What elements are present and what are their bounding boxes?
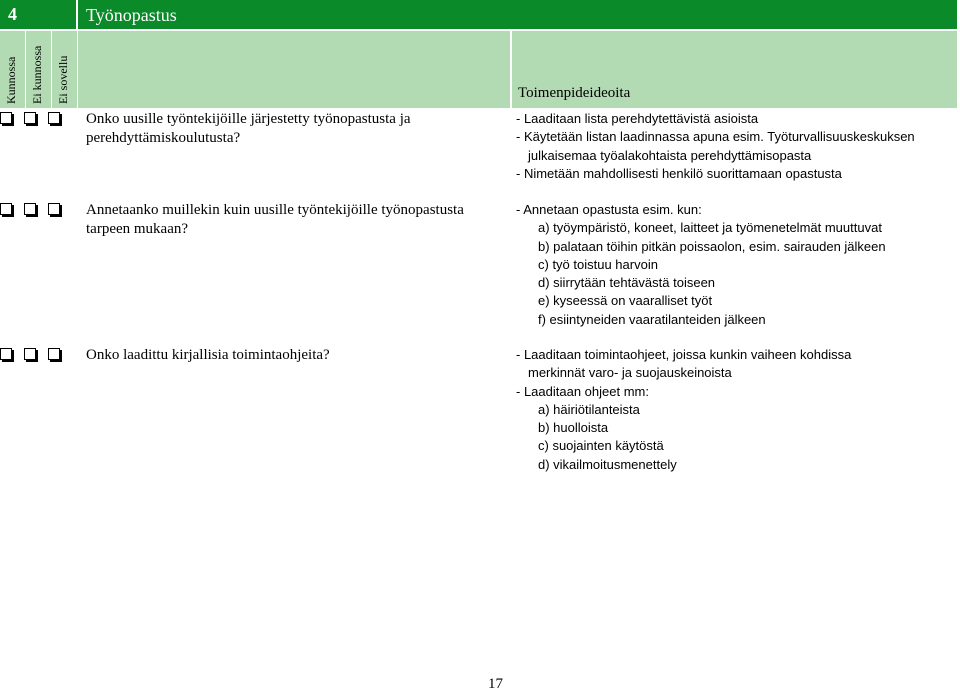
action-idea-line: julkaisemaa työalakohtaista perehdyttämisopasta	[528, 147, 812, 163]
checkbox-ei-sovellu[interactable]	[48, 112, 60, 124]
question-text	[86, 346, 506, 365]
action-ideas	[516, 110, 956, 183]
checkbox-ei-sovellu[interactable]	[48, 348, 60, 360]
column-header-kunnossa: Kunnossa	[0, 31, 25, 108]
question-line: Annetaanko muillekin kuin uusille työntekijöille työnopastusta	[86, 202, 464, 218]
checkbox-group	[0, 348, 60, 360]
action-idea-line: a) työympäristö, koneet, laitteet ja työmenetelmät muuttuvat	[538, 220, 882, 236]
action-idea-line: - Laaditaan lista perehdytettävistä asioista	[516, 111, 759, 126]
action-idea-line: - Käytetään listan laadinnassa apuna esim. Työturvallisuuskeskuksen	[516, 129, 915, 145]
action-ideas	[516, 201, 956, 329]
action-idea-line: - Laaditaan toimintaohjeet, joissa kunkin vaiheen kohdissa	[516, 347, 852, 362]
checkbox-kunnossa[interactable]	[0, 203, 12, 215]
column-header-question	[78, 31, 510, 108]
action-idea-line: a) häiriötilanteista	[538, 401, 640, 417]
question-text	[86, 201, 506, 239]
column-header-ei-sovellu: Ei sovellu	[52, 31, 77, 108]
action-ideas	[516, 346, 956, 474]
section-title: Työnopastus	[78, 0, 957, 29]
action-idea-line: b) palataan töihin pitkän poissaolon, esim. sairauden jälkeen	[538, 238, 886, 254]
page-number: 17	[488, 676, 503, 692]
action-idea-line: merkinnät varo- ja suojauskeinoista	[528, 365, 732, 381]
action-idea-line: c) suojainten käytöstä	[538, 438, 664, 454]
section-number: 4	[0, 0, 76, 29]
checkbox-group	[0, 112, 60, 124]
checkbox-ei-sovellu[interactable]	[48, 203, 60, 215]
action-idea-line: e) kyseessä on vaaralliset työt	[538, 293, 713, 309]
column-header-row	[0, 31, 957, 108]
checkbox-kunnossa[interactable]	[0, 348, 12, 360]
column-header-ideas: Toimenpideideoita	[512, 31, 957, 108]
question-line: Onko uusille työntekijöille järjestetty työnopastusta ja	[86, 111, 411, 127]
action-idea-line: d) siirrytään tehtävästä toiseen	[538, 275, 716, 291]
column-header-ei-kunnossa: Ei kunnossa	[26, 31, 51, 108]
action-idea-line: - Annetaan opastusta esim. kun:	[516, 202, 702, 217]
checkbox-ei-kunnossa[interactable]	[24, 112, 36, 124]
action-idea-line: d) vikailmoitusmenettely	[538, 456, 677, 472]
checkbox-group	[0, 203, 60, 215]
checkbox-kunnossa[interactable]	[0, 112, 12, 124]
title-bar	[0, 0, 957, 29]
action-idea-line: f) esiintyneiden vaaratilanteiden jälkeen	[538, 311, 766, 327]
question-line: perehdyttämiskoulutusta?	[86, 130, 241, 146]
action-idea-line: c) työ toistuu harvoin	[538, 256, 658, 272]
checkbox-ei-kunnossa[interactable]	[24, 348, 36, 360]
question-text	[86, 110, 506, 148]
action-idea-line: - Nimetään mahdollisesti henkilö suorittamaan opastusta	[516, 165, 842, 181]
action-idea-line: - Laaditaan ohjeet mm:	[516, 383, 649, 399]
question-line: Onko laadittu kirjallisia toimintaohjeita?	[86, 347, 330, 363]
checkbox-ei-kunnossa[interactable]	[24, 203, 36, 215]
action-idea-line: b) huolloista	[538, 420, 609, 436]
question-line: tarpeen mukaan?	[86, 221, 189, 237]
